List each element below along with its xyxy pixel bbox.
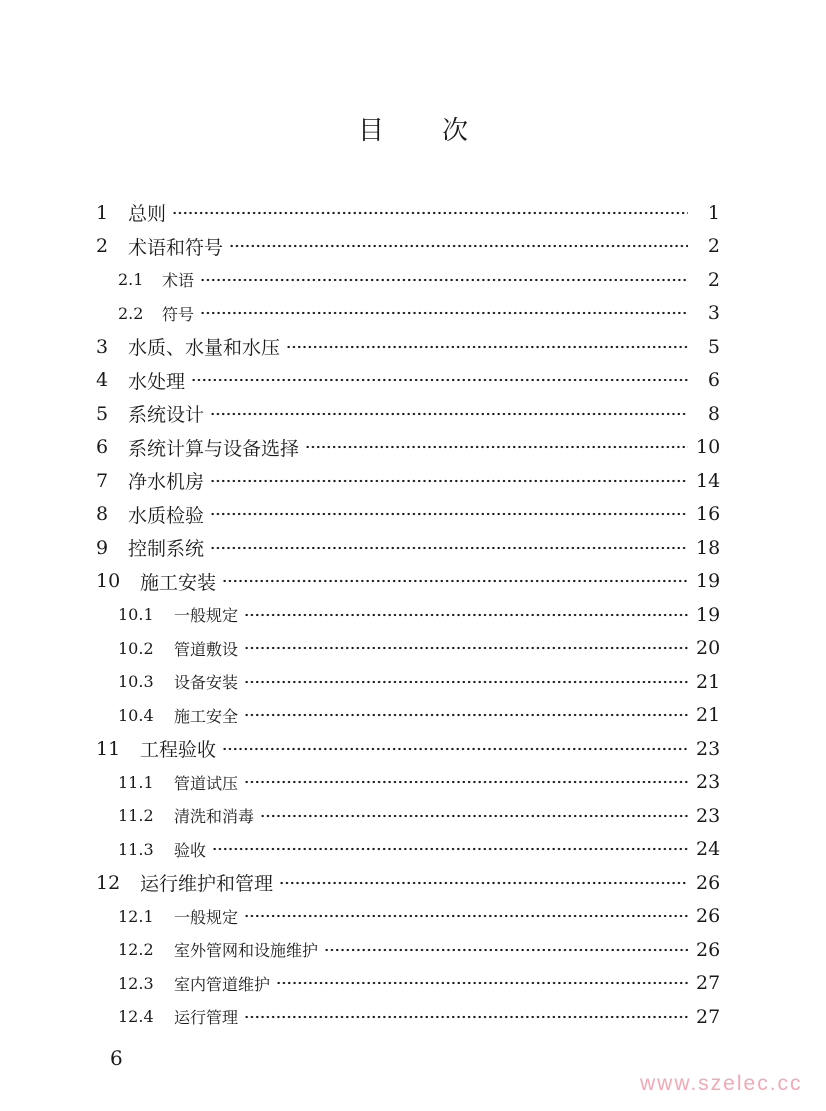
- toc-entry[interactable]: [96, 866, 720, 900]
- toc-entry-page: 26: [696, 905, 721, 928]
- dot-leader: [222, 746, 688, 752]
- toc-entry[interactable]: [96, 766, 720, 800]
- toc-entry-number: 11.2: [118, 806, 154, 826]
- toc-entry-page: 5: [707, 335, 720, 358]
- toc-entry-number: 2.1: [118, 270, 144, 290]
- toc-entry[interactable]: [96, 799, 720, 833]
- toc-entry[interactable]: [96, 665, 720, 699]
- toc-entry-number: 12.3: [118, 973, 154, 993]
- toc-entry-label: 设备安装: [174, 673, 239, 693]
- toc-entry-number: 8: [96, 503, 109, 526]
- toc-entry-label: 总则: [128, 203, 167, 226]
- title-char-1: 目: [357, 116, 384, 146]
- toc-entry[interactable]: [96, 833, 720, 867]
- page-title: [0, 110, 826, 147]
- toc-entry-label: 施工安全: [174, 706, 239, 726]
- watermark: www.szelec.cc: [640, 1072, 803, 1095]
- dot-leader: [305, 444, 688, 450]
- toc-entry-label: 运行维护和管理: [140, 873, 274, 896]
- dot-leader: [200, 277, 688, 283]
- toc-entry[interactable]: [96, 196, 720, 230]
- toc-entry-number: 3: [96, 335, 109, 358]
- toc-entry-number: 11.1: [118, 772, 154, 792]
- toc-entry-page: 21: [696, 670, 721, 693]
- table-of-contents: [96, 196, 720, 1034]
- dot-leader: [324, 947, 688, 953]
- title-char-2: 次: [442, 116, 469, 146]
- toc-entry[interactable]: [96, 464, 720, 498]
- toc-entry-number: 12.2: [118, 940, 154, 960]
- toc-entry-label: 净水机房: [128, 471, 205, 494]
- toc-entry[interactable]: [96, 330, 720, 364]
- dot-leader: [210, 545, 688, 551]
- toc-entry-number: 5: [96, 402, 109, 425]
- toc-entry[interactable]: [96, 263, 720, 297]
- toc-entry-label: 控制系统: [128, 538, 205, 561]
- toc-entry[interactable]: [96, 699, 720, 733]
- dot-leader: [229, 243, 688, 249]
- toc-entry-label: 室外管网和设施维护: [174, 941, 319, 961]
- toc-entry-label: 清洗和消毒: [174, 807, 255, 827]
- toc-entry-label: 水处理: [128, 370, 186, 393]
- toc-entry[interactable]: [96, 933, 720, 967]
- toc-entry[interactable]: [96, 732, 720, 766]
- dot-leader: [286, 344, 688, 350]
- toc-entry-label: 一般规定: [174, 907, 239, 927]
- toc-entry-page: 1: [707, 201, 720, 224]
- toc-entry-label: 工程验收: [140, 739, 217, 762]
- dot-leader: [276, 980, 688, 986]
- toc-entry-page: 10: [696, 436, 721, 459]
- toc-entry-page: 18: [696, 536, 721, 559]
- dot-leader: [244, 779, 688, 785]
- toc-entry-label: 管道试压: [174, 773, 239, 793]
- toc-entry-page: 26: [696, 938, 721, 961]
- dot-leader: [260, 813, 688, 819]
- toc-entry[interactable]: [96, 364, 720, 398]
- toc-entry-page: 2: [707, 268, 720, 291]
- toc-entry-page: 16: [696, 503, 721, 526]
- toc-entry-page: 14: [696, 469, 721, 492]
- toc-entry[interactable]: [96, 1000, 720, 1034]
- dot-leader: [244, 1014, 688, 1020]
- toc-entry-page: 23: [696, 771, 721, 794]
- toc-entry-page: 27: [696, 972, 721, 995]
- dot-leader: [212, 846, 688, 852]
- toc-entry-page: 20: [696, 637, 721, 660]
- dot-leader: [222, 578, 688, 584]
- toc-entry[interactable]: [96, 598, 720, 632]
- toc-entry-number: 6: [96, 436, 109, 459]
- toc-entry-number: 9: [96, 536, 109, 559]
- toc-entry-number: 4: [96, 369, 109, 392]
- toc-entry-page: 23: [696, 737, 721, 760]
- toc-entry[interactable]: [96, 297, 720, 331]
- toc-entry-page: 24: [696, 838, 721, 861]
- toc-entry-page: 8: [707, 402, 720, 425]
- dot-leader: [210, 411, 688, 417]
- toc-entry-label: 系统设计: [128, 404, 205, 427]
- toc-entry[interactable]: [96, 900, 720, 934]
- dot-leader: [210, 478, 688, 484]
- toc-entry[interactable]: [96, 431, 720, 465]
- toc-entry-label: 管道敷设: [174, 639, 239, 659]
- toc-entry-number: 2: [96, 235, 109, 258]
- toc-entry-number: 10.2: [118, 638, 154, 658]
- toc-entry-page: 6: [707, 369, 720, 392]
- toc-entry-page: 23: [696, 804, 721, 827]
- footer-page-number: 6: [110, 1046, 123, 1070]
- toc-entry-page: 3: [707, 302, 720, 325]
- toc-entry-number: 1: [96, 201, 109, 224]
- toc-entry-number: 10.1: [118, 605, 154, 625]
- toc-entry-number: 12.4: [118, 1007, 154, 1027]
- dot-leader: [172, 210, 688, 216]
- toc-entry[interactable]: [96, 632, 720, 666]
- toc-entry[interactable]: [96, 531, 720, 565]
- toc-entry-number: 7: [96, 469, 109, 492]
- toc-entry-label: 术语: [162, 271, 195, 291]
- dot-leader: [191, 377, 688, 383]
- toc-entry[interactable]: [96, 967, 720, 1001]
- toc-entry[interactable]: [96, 498, 720, 532]
- dot-leader: [244, 679, 688, 685]
- toc-entry-label: 符号: [162, 304, 195, 324]
- dot-leader: [200, 310, 688, 316]
- toc-entry-number: 11.3: [118, 839, 154, 859]
- toc-entry-label: 运行管理: [174, 1008, 239, 1028]
- toc-entry-page: 2: [707, 235, 720, 258]
- toc-entry-number: 12: [96, 871, 121, 894]
- toc-entry-page: 27: [696, 1005, 721, 1028]
- toc-entry-number: 2.2: [118, 303, 144, 323]
- dot-leader: [210, 511, 688, 517]
- toc-entry-number: 10.3: [118, 672, 154, 692]
- toc-entry-page: 19: [696, 603, 721, 626]
- toc-entry-label: 系统计算与设备选择: [128, 437, 300, 460]
- toc-entry-number: 10: [96, 570, 121, 593]
- toc-entry-number: 11: [96, 737, 121, 760]
- toc-entry[interactable]: [96, 230, 720, 264]
- toc-entry-label: 一般规定: [174, 606, 239, 626]
- toc-entry-label: 验收: [174, 840, 207, 860]
- dot-leader: [244, 712, 688, 718]
- toc-entry-label: 水质、水量和水压: [128, 337, 281, 360]
- toc-entry-number: 10.4: [118, 705, 154, 725]
- toc-entry-label: 水质检验: [128, 504, 205, 527]
- toc-entry-label: 施工安装: [140, 571, 217, 594]
- dot-leader: [244, 913, 688, 919]
- toc-entry[interactable]: [96, 397, 720, 431]
- dot-leader: [244, 645, 688, 651]
- toc-entry[interactable]: [96, 565, 720, 599]
- toc-entry-label: 术语和符号: [128, 236, 224, 259]
- dot-leader: [279, 880, 688, 886]
- toc-entry-page: 21: [696, 704, 721, 727]
- toc-entry-number: 12.1: [118, 906, 154, 926]
- toc-entry-page: 26: [696, 871, 721, 894]
- toc-entry-page: 19: [696, 570, 721, 593]
- toc-entry-label: 室内管道维护: [174, 974, 271, 994]
- dot-leader: [244, 612, 688, 618]
